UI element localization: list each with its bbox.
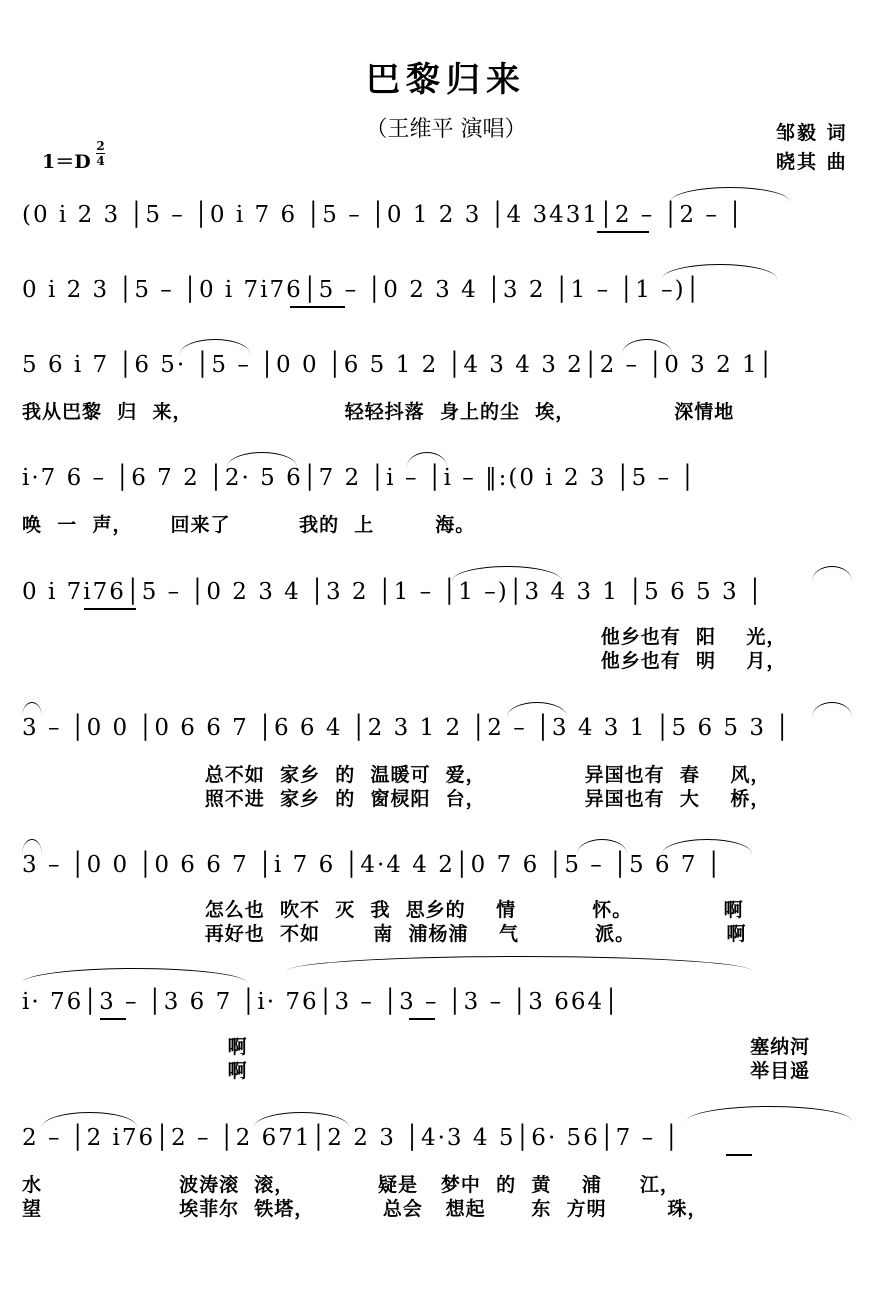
notation-line: 0 i 2 3 │5 – │0 i 7i76│5 – │0 2 3 4 │3 2 │1 – │1 –)│: [22, 277, 702, 303]
beam-underline: [100, 1018, 126, 1020]
lyric-line-1: 我从巴黎 归 来， 轻轻抖落 身上的尘 埃， 深情地: [22, 401, 735, 423]
lyric-line-2: 照不进 家乡 的 窗棂阳 台， 异国也有 大 桥，: [22, 788, 771, 810]
beam-underline: [290, 306, 345, 308]
tie-mark: [42, 1112, 137, 1127]
key-signature: 1＝D: [42, 151, 91, 173]
notation-line: (0 i 2 3 │5 – │0 i 7 6 │5 – │0 1 2 3 │4 3431│2 – │2 – │: [22, 202, 745, 228]
tie-mark: [22, 702, 42, 717]
tie-mark: [662, 264, 777, 279]
lyric-line-2: 他乡也有 明 月，: [22, 650, 787, 672]
lyric-line-2: 望 埃菲尔 铁塔， 总会 想起 东 方明 珠，: [22, 1198, 708, 1220]
lyric-line-1: 他乡也有 阳 光，: [22, 626, 787, 648]
tie-mark: [812, 702, 852, 717]
tie-mark: [180, 339, 250, 354]
time-signature: [96, 140, 105, 167]
notation-line: 5 6 i 7 │6 5· │5 – │0 0 │6 5 1 2 │4 3 4 3 2│2 – │0 3 2 1│: [22, 352, 775, 378]
notation-line: 3 – │0 0 │0 6 6 7 │6 6 4 │2 3 1 2 │2 – │3 4 3 1 │5 6 5 3 │: [22, 715, 792, 741]
lyric-line-1: 怎么也 吹不 灭 我 思乡的 情 怀。 啊: [22, 899, 744, 921]
tie-mark: [507, 702, 567, 717]
tie-mark: [687, 1106, 852, 1121]
lyric-line-1: 唤 一 声， 回来了 我的 上 海。: [22, 514, 476, 536]
beam-underline: [726, 1154, 752, 1156]
notation-line: 3 – │0 0 │0 6 6 7 │i 7 6 │4·4 4 2│0 7 6 │5 – │5 6 7 │: [22, 852, 723, 878]
tie-mark: [227, 452, 297, 467]
tie-mark: [22, 839, 42, 854]
lyric-line-2: 啊 举目遥: [22, 1060, 811, 1082]
lyric-line-1: 总不如 家乡 的 温暖可 爱， 异国也有 春 风，: [22, 764, 771, 786]
tie-mark: [670, 187, 790, 202]
lyricist-credit: 邹毅 词: [776, 122, 848, 144]
beam-underline: [597, 231, 649, 233]
time-signature-top: 2: [96, 139, 105, 153]
tie-mark: [254, 1112, 349, 1127]
composer-credit: 晓其 曲: [776, 151, 848, 173]
tie-mark: [577, 839, 627, 854]
lyric-line-1: 水 波涛滚 滚， 疑是 梦中 的 黄 浦 江，: [22, 1174, 680, 1196]
time-signature-bottom: 4: [96, 154, 105, 168]
tie-mark: [662, 839, 752, 854]
page-title: 巴黎归来: [366, 60, 526, 100]
tie-mark: [622, 339, 672, 354]
beam-underline: [409, 1018, 435, 1020]
tie-mark: [452, 566, 562, 581]
tie-mark: [22, 968, 247, 983]
notation-line: 2 – │2 i76│2 – │2 671│2 2 3 │4·3 4 5│6· 56│7 – │: [22, 1125, 681, 1151]
tie-mark: [812, 566, 852, 581]
lyric-line-1: 啊 塞纳河: [22, 1036, 811, 1058]
notation-line: i· 76│3 – │3 6 7 │i· 76│3 – │3 – │3 – │3 664│: [22, 989, 620, 1015]
beam-underline: [84, 608, 136, 610]
performer-subtitle: （王维平 演唱）: [365, 117, 527, 142]
tie-mark: [407, 452, 447, 467]
lyric-line-2: 再好也 不如 南 浦杨浦 气 派。 啊: [22, 923, 747, 945]
notation-line: 0 i 7i76│5 – │0 2 3 4 │3 2 │1 – │1 –)│3 4 3 1 │5 6 5 3 │: [22, 579, 764, 605]
notation-line: i·7 6 – │6 7 2 │2· 5 6│7 2 │i – │i – ‖:(0 i 2 3 │5 – │: [22, 465, 697, 491]
tie-mark: [287, 956, 752, 971]
